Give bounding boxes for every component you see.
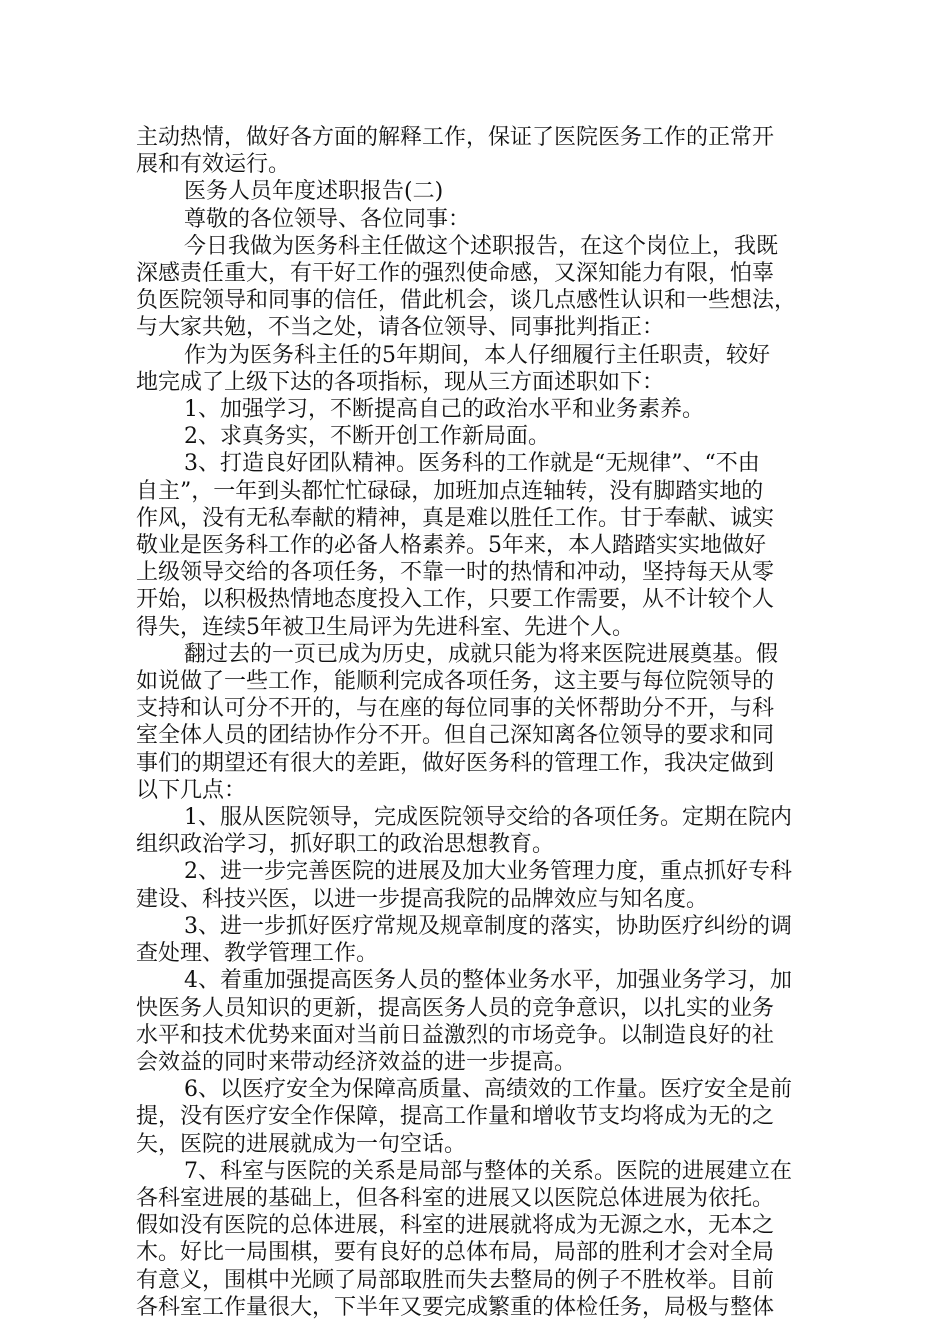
text-line: 地完成了上级下达的各项指标，现从三方面述职如下： [136, 369, 665, 395]
paragraph [136, 1158, 808, 1321]
text-line: 事们的期望还有很大的差距，做好医务科的管理工作，我决定做到 [136, 750, 775, 776]
salutation [136, 206, 808, 233]
text-line: 作为为医务科主任的5年期间，本人仔细履行主任职责，较好 [184, 342, 770, 368]
text-line: 翻过去的一页已成为历史，成就只能为将来医院进展奠基。假 [184, 641, 779, 667]
paragraph [136, 967, 808, 1076]
text-line: 展和有效运行。 [136, 152, 291, 178]
text-line: 3、打造良好团队精神。医务科的工作就是“无规律”、“不由 [184, 451, 760, 477]
text-line: 自主”，一年到头都忙忙碌碌，加班加点连轴转，没有脚踏实地的 [136, 478, 764, 504]
text-line: 假如没有医院的总体进展，科室的进展就将成为无源之水，无本之 [136, 1213, 775, 1239]
paragraph [136, 858, 808, 912]
paragraph [136, 423, 808, 450]
paragraph [136, 913, 808, 967]
paragraph [136, 342, 808, 396]
text-line: 上级领导交给的各项任务，不靠一时的热情和冲动，坚持每天从零 [136, 560, 775, 586]
text-line: 矢，医院的进展就成为一句空话。 [136, 1131, 467, 1157]
text-line: 尊敬的各位领导、各位同事： [184, 206, 471, 232]
text-line: 组织政治学习，抓好职工的政治思想教育。 [136, 832, 555, 858]
text-line: 提，没有医疗安全作保障，提高工作量和增收节支均将成为无的之 [136, 1104, 775, 1130]
text-line: 敬业是医务科工作的必备人格素养。5年来，本人踏踏实实地做好 [136, 533, 766, 559]
section-title [136, 178, 808, 205]
paragraph [136, 641, 808, 804]
text-line: 开始，以积极热情地态度投入工作，只要工作需要，从不计较个人 [136, 587, 775, 613]
text-line: 1、服从医院领导，完成医院领导交给的各项任务。定期在院内 [184, 805, 792, 831]
text-line: 今日我做为医务科主任做这个述职报告，在这个岗位上，我既 [184, 233, 779, 259]
paragraph [136, 396, 808, 423]
text-line: 查处理、教学管理工作。 [136, 941, 379, 967]
text-line: 建设、科技兴医，以进一步提高我院的品牌效应与知名度。 [136, 886, 709, 912]
text-line: 室全体人员的团结协作分不开。但自己深知离各位领导的要求和同 [136, 723, 775, 749]
text-line: 以下几点： [136, 777, 247, 803]
text-line: 木。好比一局围棋，要有良好的总体布局，局部的胜利才会对全局 [136, 1240, 775, 1266]
text-line: 快医务人员知识的更新，提高医务人员的竞争意识，以扎实的业务 [136, 995, 775, 1021]
paragraph [136, 450, 808, 640]
text-line: 1、加强学习，不断提高自己的政治水平和业务素养。 [184, 397, 704, 423]
text-line: 各科室进展的基础上，但各科室的进展又以医院总体进展为依托。 [136, 1185, 775, 1211]
text-line: 6、以医疗安全为保障高质量、高绩效的工作量。医疗安全是前 [184, 1077, 792, 1103]
document-body [136, 124, 808, 1321]
text-line: 水平和技术优势来面对当前日益激烈的市场竞争。以制造良好的社 [136, 1022, 775, 1048]
text-line: 7、科室与医院的关系是局部与整体的关系。医院的进展建立在 [184, 1158, 792, 1184]
text-line: 得失，连续5年被卫生局评为先进科室、先进个人。 [136, 614, 634, 640]
text-line: 如说做了一些工作，能顺利完成各项任务，这主要与每位院领导的 [136, 669, 775, 695]
text-line: 主动热情，做好各方面的解释工作，保证了医院医务工作的正常开 [136, 125, 775, 150]
text-line: 支持和认可分不开的，与在座的每位同事的关怀帮助分不开，与科 [136, 696, 775, 722]
paragraph [136, 804, 808, 858]
text-line: 与大家共勉，不当之处，请各位领导、同事批判指正： [136, 315, 665, 341]
text-line: 负医院领导和同事的信任，借此机会，谈几点感性认识和一些想法， [136, 288, 797, 314]
paragraph [136, 233, 808, 342]
text-line: 作风，没有无私奉献的精神，真是难以胜任工作。甘于奉献、诚实 [136, 505, 775, 531]
text-line: 3、进一步抓好医疗常规及规章制度的落实，协助医疗纠纷的调 [184, 913, 792, 939]
text-line: 2、进一步完善医院的进展及加大业务管理力度，重点抓好专科 [184, 859, 792, 885]
text-line: 4、着重加强提高医务人员的整体业务水平，加强业务学习，加 [184, 968, 792, 994]
text-line: 2、求真务实，不断开创工作新局面。 [184, 424, 550, 450]
text-line: 深感责任重大，有干好工作的强烈使命感，又深知能力有限，怕辜 [136, 261, 775, 287]
text-line: 各科室工作量很大，下半年又要完成繁重的体检任务，局极与整体 [136, 1294, 775, 1320]
paragraph [136, 124, 808, 178]
paragraph [136, 1076, 808, 1158]
text-line: 医务人员年度述职报告(二) [184, 179, 444, 205]
text-line: 会效益的同时来带动经济效益的进一步提高。 [136, 1049, 577, 1075]
text-line: 有意义，围棋中光顾了局部取胜而失去整局的例子不胜枚举。目前 [136, 1267, 775, 1293]
